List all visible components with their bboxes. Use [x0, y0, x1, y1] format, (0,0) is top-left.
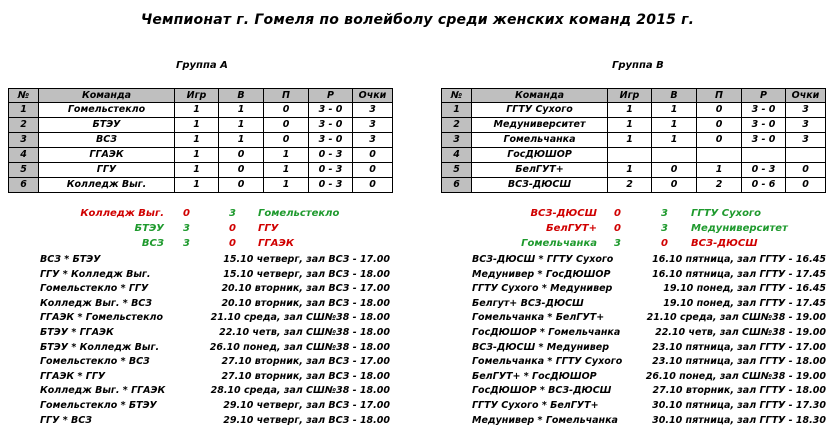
match-teams: Гомельстекло * ГГУ	[40, 283, 149, 295]
team-name-cell: ГГАЭК	[39, 148, 175, 163]
team-name-cell: ВСЗ	[39, 133, 175, 148]
match-date-venue: 20.10 вторник, зал ВСЗ - 17.00	[221, 283, 390, 295]
match-date-venue: 27.10 вторник, зал ГГТУ - 18.00	[652, 385, 826, 397]
match-date-venue: 22.10 четв, зал СШ№38 - 19.00	[655, 327, 826, 338]
table-cell: 3 - 0	[309, 133, 353, 148]
table-cell: 2	[608, 178, 652, 193]
table-cell: 0	[219, 148, 264, 163]
match-teams: Медунивер * Гомельчанка	[472, 414, 618, 426]
table-cell: 6	[442, 178, 472, 193]
table-cell	[652, 148, 697, 163]
table-cell	[697, 148, 742, 163]
team-name-cell: Гомельстекло	[39, 103, 175, 118]
schedule-row	[0, 283, 835, 297]
table-cell: 4	[442, 148, 472, 163]
match-teams: Колледж Выг. * ВСЗ	[40, 297, 153, 309]
column-header: Р	[309, 89, 353, 103]
match-teams: БелГУТ+ * ГосДЮШОР	[472, 370, 597, 382]
match-date-venue: 19.10 понед, зал ГГТУ - 17.45	[663, 297, 826, 309]
table-row	[9, 163, 393, 178]
table-cell: 1	[264, 178, 309, 193]
table-cell: 0	[353, 163, 393, 178]
match-date-venue: 27.10 вторник, зал ВСЗ - 17.00	[221, 356, 390, 368]
match-teams: ГГАЭК * ГГУ	[40, 370, 106, 382]
match-teams: ВСЗ-ДЮСШ * Медунивер	[472, 341, 610, 353]
table-cell	[786, 148, 826, 163]
schedule-row	[0, 342, 835, 356]
match-teams: ВСЗ-ДЮСШ * ГГТУ Сухого	[472, 254, 614, 265]
table-cell	[608, 148, 652, 163]
result-score1: 0	[183, 208, 190, 219]
table-cell: 1	[175, 163, 219, 178]
table-cell: 0	[697, 118, 742, 133]
match-date-venue: 30.10 пятница, зал ГГТУ - 18.30	[652, 414, 826, 426]
match-date-venue: 15.10 четверг, зал ВСЗ - 17.00	[223, 254, 390, 265]
table-cell: 1	[608, 118, 652, 133]
table-cell: 3	[353, 103, 393, 118]
column-header: П	[697, 89, 742, 103]
schedule-row	[0, 415, 835, 429]
table-cell: 1	[652, 103, 697, 118]
match-teams: Гомельстекло * БТЭУ	[40, 400, 157, 411]
table-cell: 0	[786, 163, 826, 178]
column-header: №	[442, 89, 472, 103]
match-teams: Гомельстекло * ВСЗ	[40, 356, 150, 368]
match-date-venue: 29.10 четверг, зал ВСЗ - 18.00	[223, 414, 390, 426]
schedule-row	[0, 356, 835, 370]
table-cell: 1	[264, 148, 309, 163]
result-score2: 3	[661, 208, 668, 219]
table-cell: 0	[652, 163, 697, 178]
table-cell: 0 - 3	[309, 178, 353, 193]
result-team2: ГГТУ Сухого	[691, 208, 762, 219]
result-score1: 0	[614, 208, 621, 219]
schedule-row	[0, 371, 835, 385]
team-name-cell: Колледж Выг.	[39, 178, 175, 193]
result-row	[0, 208, 835, 222]
result-score2: 3	[661, 223, 668, 234]
group-b-standings-table	[441, 88, 826, 193]
match-teams: Гомельчанка * БелГУТ+	[472, 312, 605, 324]
table-cell: 2	[9, 118, 39, 133]
table-header-row	[9, 89, 393, 103]
table-cell: 3	[786, 103, 826, 118]
table-header-row	[442, 89, 826, 103]
match-teams: ГосДЮШОР * Гомельчанка	[472, 327, 621, 338]
match-teams: Колледж Выг. * ГГАЭК	[40, 385, 166, 397]
group-a-label: Группа А	[176, 60, 228, 71]
table-row	[9, 148, 393, 163]
match-date-venue: 16.10 пятница, зал ГГТУ - 16.45	[652, 254, 826, 265]
table-cell: 6	[9, 178, 39, 193]
table-cell: 1	[219, 103, 264, 118]
match-date-venue: 26.10 понед, зал СШ№38 - 18.00	[209, 341, 390, 353]
table-cell: 1	[697, 163, 742, 178]
match-teams: ГГУ * Колледж Выг.	[40, 268, 151, 280]
table-cell: 5	[9, 163, 39, 178]
table-cell: 1	[219, 118, 264, 133]
column-header: Игр	[608, 89, 652, 103]
team-name-cell: ГГУ	[39, 163, 175, 178]
match-teams: ВСЗ * БТЭУ	[40, 254, 101, 265]
match-teams: БТЭУ * Колледж Выг.	[40, 341, 160, 353]
table-cell: 0 - 6	[742, 178, 786, 193]
match-teams: Гомельчанка * ГГТУ Сухого	[472, 356, 623, 368]
group-a-standings-table	[8, 88, 393, 193]
column-header: В	[219, 89, 264, 103]
result-team1: БелГУТ+	[545, 223, 597, 234]
result-team1: ВСЗ-ДЮСШ	[530, 208, 597, 219]
match-date-venue: 22.10 четв, зал СШ№38 - 18.00	[219, 327, 390, 338]
table-cell: 0	[697, 133, 742, 148]
match-date-venue: 28.10 среда, зал СШ№38 - 18.00	[210, 385, 390, 397]
result-row	[0, 223, 835, 237]
result-team2: Гомельстекло	[258, 208, 340, 219]
column-header: Очки	[353, 89, 393, 103]
schedule-row	[0, 400, 835, 414]
table-cell: 0 - 3	[309, 148, 353, 163]
column-header: Очки	[786, 89, 826, 103]
table-row	[9, 178, 393, 193]
team-name-cell: ВСЗ-ДЮСШ	[472, 178, 608, 193]
match-date-venue: 16.10 пятница, зал ГГТУ - 17.45	[652, 268, 826, 280]
result-score1: 3	[183, 223, 190, 234]
match-teams: ГГАЭК * Гомельстекло	[40, 312, 164, 324]
result-score2: 3	[229, 208, 236, 219]
table-cell: 3 - 0	[309, 118, 353, 133]
group-b-label: Группа В	[612, 60, 664, 71]
match-teams: ГосДЮШОР * ВСЗ-ДЮСШ	[472, 385, 612, 397]
table-cell: 0	[353, 178, 393, 193]
table-cell: 2	[697, 178, 742, 193]
result-team1: Колледж Выг.	[80, 208, 164, 219]
table-cell: 1	[9, 103, 39, 118]
table-cell: 1	[652, 133, 697, 148]
table-row	[442, 103, 826, 118]
column-header: Команда	[39, 89, 175, 103]
match-teams: ГГТУ Сухого * Медунивер	[472, 283, 613, 295]
table-cell: 3 - 0	[742, 118, 786, 133]
team-name-cell: ГосДЮШОР	[472, 148, 608, 163]
table-cell: 3	[786, 133, 826, 148]
table-cell: 1	[442, 103, 472, 118]
table-row	[442, 163, 826, 178]
table-cell: 1	[175, 178, 219, 193]
schedule-row	[0, 298, 835, 312]
table-cell: 0	[353, 148, 393, 163]
result-team2: Медуниверситет	[691, 223, 788, 234]
table-cell: 0 - 3	[742, 163, 786, 178]
table-cell: 1	[608, 133, 652, 148]
table-row	[9, 133, 393, 148]
table-cell: 3	[353, 133, 393, 148]
column-header: Команда	[472, 89, 608, 103]
schedule-row	[0, 254, 835, 268]
table-cell: 2	[442, 118, 472, 133]
table-cell: 3	[786, 118, 826, 133]
table-cell: 0	[264, 103, 309, 118]
table-cell: 1	[608, 163, 652, 178]
result-team2: ГГУ	[258, 223, 279, 234]
table-cell: 3 - 0	[742, 133, 786, 148]
table-cell: 3	[9, 133, 39, 148]
match-date-venue: 21.10 среда, зал СШ№38 - 18.00	[210, 312, 390, 324]
schedule-row	[0, 385, 835, 399]
table-cell: 0	[786, 178, 826, 193]
table-row	[442, 133, 826, 148]
table-cell: 0	[219, 178, 264, 193]
table-cell: 1	[175, 133, 219, 148]
table-cell: 1	[264, 163, 309, 178]
result-score2: 0	[229, 238, 236, 249]
match-date-venue: 15.10 четверг, зал ВСЗ - 18.00	[223, 268, 390, 280]
column-header: №	[9, 89, 39, 103]
match-date-venue: 29.10 четверг, зал ВСЗ - 17.00	[223, 400, 390, 411]
result-score2: 0	[229, 223, 236, 234]
table-cell: 4	[9, 148, 39, 163]
match-date-venue: 19.10 понед, зал ГГТУ - 16.45	[663, 283, 826, 295]
match-teams: ГГУ * ВСЗ	[40, 414, 92, 426]
match-date-venue: 21.10 среда, зал СШ№38 - 19.00	[646, 312, 826, 324]
table-cell: 0 - 3	[309, 163, 353, 178]
schedule-row	[0, 312, 835, 326]
result-score2: 0	[661, 238, 668, 249]
team-name-cell: Медуниверситет	[472, 118, 608, 133]
team-name-cell: БелГУТ+	[472, 163, 608, 178]
table-cell: 1	[608, 103, 652, 118]
column-header: П	[264, 89, 309, 103]
table-cell: 3	[353, 118, 393, 133]
table-cell: 0	[219, 163, 264, 178]
match-date-venue: 23.10 пятница, зал ГГТУ - 17.00	[652, 341, 826, 353]
match-teams: Медунивер * ГосДЮШОР	[472, 268, 611, 280]
match-teams: Белгут+ ВСЗ-ДЮСШ	[472, 297, 584, 309]
table-cell: 0	[652, 178, 697, 193]
table-cell: 1	[175, 103, 219, 118]
table-row	[9, 118, 393, 133]
match-date-venue: 26.10 понед, зал СШ№38 - 19.00	[645, 370, 826, 382]
result-row	[0, 238, 835, 252]
table-row	[442, 148, 826, 163]
result-score1: 3	[614, 238, 621, 249]
result-score1: 0	[614, 223, 621, 234]
page-title: Чемпионат г. Гомеля по волейболу среди женских команд 2015 г.	[140, 12, 695, 28]
team-name-cell: Гомельчанка	[472, 133, 608, 148]
match-date-venue: 20.10 вторник, зал ВСЗ - 18.00	[221, 297, 390, 309]
table-cell: 0	[264, 118, 309, 133]
match-teams: БТЭУ * ГГАЭК	[40, 327, 114, 338]
match-date-venue: 30.10 пятница, зал ГГТУ - 17.30	[652, 400, 826, 411]
table-cell: 5	[442, 163, 472, 178]
result-team2: ГГАЭК	[258, 238, 294, 249]
team-name-cell: БТЭУ	[39, 118, 175, 133]
table-cell	[742, 148, 786, 163]
table-cell: 0	[697, 103, 742, 118]
table-cell: 3	[442, 133, 472, 148]
schedule-row	[0, 269, 835, 283]
result-score1: 3	[183, 238, 190, 249]
column-header: В	[652, 89, 697, 103]
result-team2: ВСЗ-ДЮСШ	[691, 238, 758, 249]
column-header: Р	[742, 89, 786, 103]
schedule-row	[0, 327, 835, 341]
result-team1: Гомельчанка	[521, 238, 597, 249]
table-cell: 3 - 0	[309, 103, 353, 118]
match-date-venue: 23.10 пятница, зал ГГТУ - 18.00	[652, 356, 826, 368]
table-cell: 3 - 0	[742, 103, 786, 118]
match-date-venue: 27.10 вторник, зал ВСЗ - 18.00	[221, 370, 390, 382]
column-header: Игр	[175, 89, 219, 103]
table-cell: 0	[264, 133, 309, 148]
table-cell: 1	[175, 118, 219, 133]
result-team1: ВСЗ	[141, 238, 164, 249]
table-row	[442, 118, 826, 133]
team-name-cell: ГГТУ Сухого	[472, 103, 608, 118]
result-team1: БТЭУ	[134, 223, 164, 234]
table-row	[442, 178, 826, 193]
table-cell: 1	[219, 133, 264, 148]
table-cell: 1	[652, 118, 697, 133]
match-teams: ГГТУ Сухого * БелГУТ+	[472, 400, 599, 411]
table-cell: 1	[175, 148, 219, 163]
table-row	[9, 103, 393, 118]
